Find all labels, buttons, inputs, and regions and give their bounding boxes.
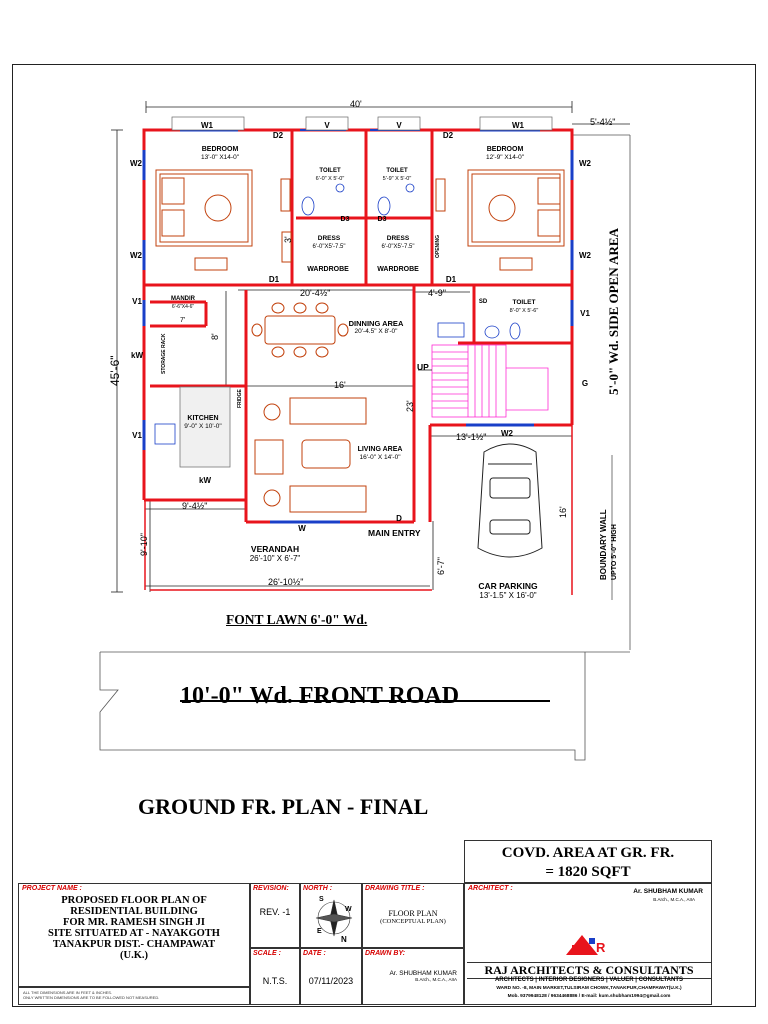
project-line: SITE SITUATED AT - NAYAKGOTH <box>48 928 220 939</box>
ventilator-tag: V1 <box>132 297 142 306</box>
scale-box <box>250 948 300 1005</box>
opening-label: OPENING <box>435 234 441 258</box>
compass-east: E <box>317 928 322 935</box>
dim-20-4: 20'-4½" <box>300 288 331 298</box>
door-tag: SD <box>478 299 488 305</box>
overall-depth-dim: 45'-6" <box>108 355 122 386</box>
side-open-area-label: 5'-0" Wd. SIDE OPEN AREA <box>606 228 621 395</box>
window-tag: kW <box>199 476 211 485</box>
ventilator-tag: V <box>396 121 402 130</box>
dim-6-7: 6'-7" <box>436 557 446 575</box>
project-line: FOR MR. RAMESH SINGH JI <box>62 917 206 928</box>
window-tag: G <box>581 379 589 388</box>
project-line: TANAKPUR DIST.- CHAMPAWAT <box>52 939 216 950</box>
window-tag: W2 <box>130 159 142 168</box>
north-box <box>300 883 362 948</box>
window-tag: W <box>298 524 306 533</box>
window-tag: W2 <box>579 251 591 260</box>
door-tag: D2 <box>442 131 454 140</box>
dim-13-1: 13'-1½" <box>456 432 487 442</box>
room-label-living: LIVING AREA 16'-0" X 14'-0" <box>357 446 403 461</box>
architect-label: ARCHITECT : <box>468 885 513 892</box>
window-tag: W2 <box>579 159 591 168</box>
window-tag: W1 <box>512 121 524 130</box>
window-tag: kW <box>131 351 143 360</box>
scale-value: N.T.S. <box>262 976 288 986</box>
room-label-kitchen: KITCHEN 9'-0" X 10'-0" <box>184 415 222 430</box>
firm-address: WARD NO. -8, MAIN MARKET,TULSIRAM CHOWK,TANAKPUR,CHAMPAWAT(U.K.) <box>496 986 682 991</box>
boundary-wall-label: BOUNDARY WALL <box>599 509 608 580</box>
staircase <box>418 345 548 417</box>
sheet-title: GROUND FR. PLAN - FINAL <box>138 794 429 819</box>
covered-area-value: = 1820 SQFT <box>545 864 631 880</box>
compass-south: S <box>319 896 324 903</box>
drawing-title: FLOOR PLAN <box>388 909 438 918</box>
revision-label: REVISION: <box>253 885 289 892</box>
stair-up-label: UP <box>417 362 429 372</box>
firm-services: ARCHITECTS | INTERIOR DESIGNERS | VALUER | CONSULTANTS <box>494 977 684 983</box>
dim-23: 23' <box>405 400 415 412</box>
side-offset-dim: 5'-4½" <box>590 117 616 127</box>
project-line: PROPOSED FLOOR PLAN OF <box>61 895 207 906</box>
dim-16: 16' <box>334 380 346 390</box>
dim-7: 7' <box>180 317 186 324</box>
window-projections <box>172 117 552 130</box>
drawn-by-box <box>362 948 464 1005</box>
firm-contact: Mob. 9379948128 / 9634468886 / E-mail: kum.shubham1994@gmail.com <box>507 994 671 999</box>
door-tag: D3 <box>340 216 350 223</box>
main-entry-label: MAIN ENTRY <box>368 528 421 538</box>
room-label-verandah: VERANDAH 26'-10" X 6'-7" <box>249 544 301 563</box>
architect-name: Ar. SHUBHAM KUMAR <box>633 888 703 895</box>
project-name-label: PROJECT NAME : <box>22 885 82 892</box>
project-line: RESIDENTIAL BUILDING <box>70 906 198 917</box>
ventilator-tag: V <box>324 121 330 130</box>
dim-3: 3' <box>283 236 293 243</box>
date-value: 07/11/2023 <box>308 976 354 986</box>
wardrobe-label: WARDROBE <box>307 266 349 273</box>
fridge-label: FRIDGE <box>237 389 243 408</box>
note-line: ALL THE DIMENSIONS ARE IN FEET & INCHES. <box>23 990 113 995</box>
scale-label: SCALE : <box>253 950 281 957</box>
dim-9-10: 9'-10" <box>139 533 149 556</box>
architect-quals: B.Arch., M.C.A., AIIA <box>653 897 695 902</box>
room-label-dress: DRESS 6'-0"X5'-7.5" <box>381 235 415 250</box>
dim-16-vertical: 16' <box>558 506 568 518</box>
room-label-bedroom: BEDROOM 13'-0" X14-0" <box>200 146 240 161</box>
drawing-title-label: DRAWING TITLE : <box>365 885 425 892</box>
compass-west: W <box>345 906 352 913</box>
window-tag: W2 <box>501 429 513 438</box>
room-label-toilet: TOILET 8'-0" X 5'-6" <box>509 299 539 314</box>
storage-rack-label: STORAGE RACK <box>161 333 167 374</box>
project-line: (U.K.) <box>120 950 148 961</box>
north-label: NORTH : <box>303 885 333 892</box>
boundary-wall-height: UPTO 5'-0" HIGH <box>611 524 618 580</box>
door-tag: D1 <box>445 275 457 284</box>
note-line: ONLY WRITTEN DIMENSIONS ARE TO BE FOLLOWED NOT MEASURED. <box>23 995 160 1000</box>
wardrobe-label: WARDROBE <box>377 266 419 273</box>
room-label-car-parking: CAR PARKING 13'-1.5" X 16'-0" <box>478 581 538 600</box>
dim-4-9: 4'-9" <box>428 288 446 298</box>
front-road-underline <box>180 700 550 702</box>
room-label-dress: DRESS 6'-0"X5'-7.5" <box>312 235 346 250</box>
compass-north: N <box>341 935 347 944</box>
drawn-by-label: DRAWN BY: <box>365 950 406 957</box>
logo-letter: R <box>596 940 606 955</box>
dim-26-10: 26'-10½" <box>268 577 304 587</box>
window-tag: W2 <box>130 251 142 260</box>
revision-value: REV. -1 <box>259 907 291 917</box>
dim-8: 8' <box>210 333 220 340</box>
door-tag: D3 <box>377 216 387 223</box>
room-label-toilet: TOILET 6'-0" X 5'-0" <box>315 168 345 182</box>
drawn-by-quals: B.Arch., M.C.A., AIIA <box>415 977 457 982</box>
covered-area-box <box>464 840 712 883</box>
drawing-subtitle: (CONCEPTUAL PLAN) <box>380 918 446 925</box>
date-label: DATE : <box>303 950 326 957</box>
room-label-bedroom: BEDROOM 12'-9" X14-0" <box>485 146 525 161</box>
door-tag: D2 <box>272 131 284 140</box>
font-lawn-label: FONT LAWN 6'-0" Wd. <box>226 612 368 627</box>
drawn-by-name: Ar. SHUBHAM KUMAR <box>389 970 457 977</box>
door-tag: D1 <box>268 275 280 284</box>
ventilator-tag: V1 <box>580 309 590 318</box>
covered-area-heading: COVD. AREA AT GR. FR. <box>501 845 675 861</box>
dim-9-4: 9'-4½" <box>182 501 208 511</box>
revision-box <box>250 883 300 948</box>
drawing-title-box <box>362 883 464 948</box>
door-tag: D <box>396 514 402 523</box>
project-name-box <box>18 883 250 987</box>
architect-box <box>464 883 712 1005</box>
notes-box <box>18 987 250 1005</box>
room-label-toilet: TOILET 5'-9" X 5'-0" <box>382 168 412 182</box>
ventilator-tag: V1 <box>132 431 142 440</box>
window-tag: W1 <box>201 121 213 130</box>
front-road-label: 10'-0" Wd. FRONT ROAD <box>180 683 460 709</box>
car-parking-car <box>478 444 542 557</box>
overall-width-dim: 40' <box>350 99 362 109</box>
room-label-mandir: MANDIR 6'-6"X4-6" <box>171 296 195 310</box>
firm-name: RAJ ARCHITECTS & CONSULTANTS <box>467 962 711 979</box>
room-label-dining: DINNING AREA 20'-4.5" X 8'-0" <box>348 319 404 335</box>
date-box <box>300 948 362 1005</box>
